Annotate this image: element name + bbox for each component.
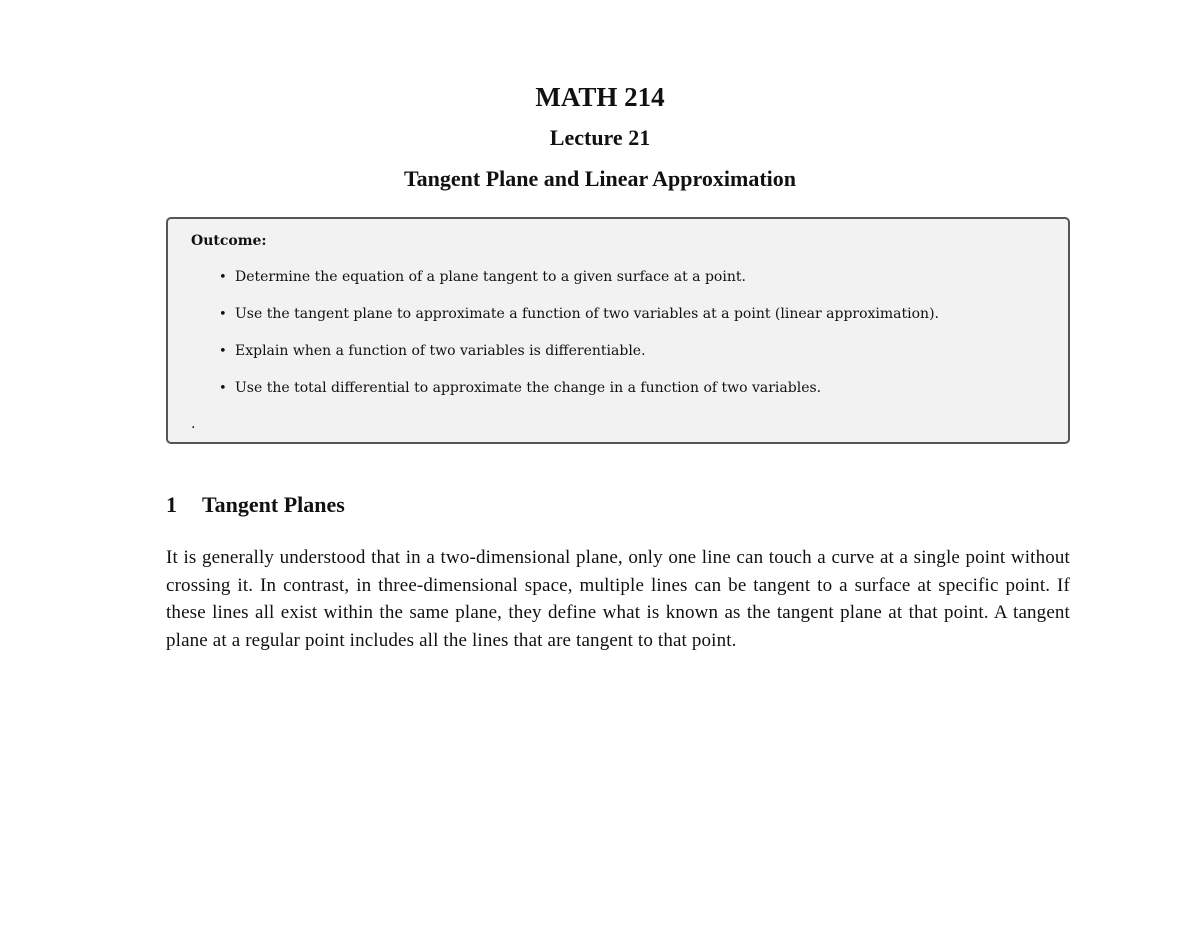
- outcome-list: [168, 269, 1028, 417]
- outcome-item-text: Use the total differential to approximate the change in a function of two variables.: [235, 380, 822, 396]
- outcome-trailing-mark: .: [191, 416, 196, 432]
- outcome-item: [168, 306, 1028, 343]
- outcome-heading: Outcome:: [191, 233, 267, 249]
- outcome-item: [168, 343, 1028, 380]
- section-heading: [166, 494, 345, 516]
- bullet-icon: •: [219, 381, 227, 396]
- section-title: Tangent Planes: [202, 492, 345, 517]
- bullet-icon: •: [219, 307, 227, 322]
- section-number: 1: [166, 492, 177, 517]
- outcome-item: [168, 380, 1028, 417]
- bullet-icon: •: [219, 270, 227, 285]
- topic-title: Tangent Plane and Linear Approximation: [403, 166, 796, 191]
- outcome-box: [166, 217, 1070, 444]
- lecture-title: Lecture 21: [549, 125, 651, 150]
- outcome-item-text: Use the tangent plane to approximate a function of two variables at a point (linear approximation).: [235, 306, 939, 322]
- tangent-planes-paragraph: It is generally understood that in a two-dimensional plane, only one line can touch a curve at a single point without crossing it. In contrast, in three-dimensional space, multiple lines can be tangent to a surface at specific point. If these lines all exist within the same plane, they define what is known as the tangent plane at that point. A tangent plane at a regular point includes all the lines that are tangent to that point.: [166, 547, 1070, 651]
- outcome-item-text: Explain when a function of two variables is differentiable.: [235, 343, 646, 359]
- bullet-icon: •: [219, 344, 227, 359]
- course-title: MATH 214: [535, 82, 665, 112]
- outcome-item-text: Determine the equation of a plane tangent to a given surface at a point.: [235, 269, 746, 285]
- outcome-item: [168, 269, 1028, 306]
